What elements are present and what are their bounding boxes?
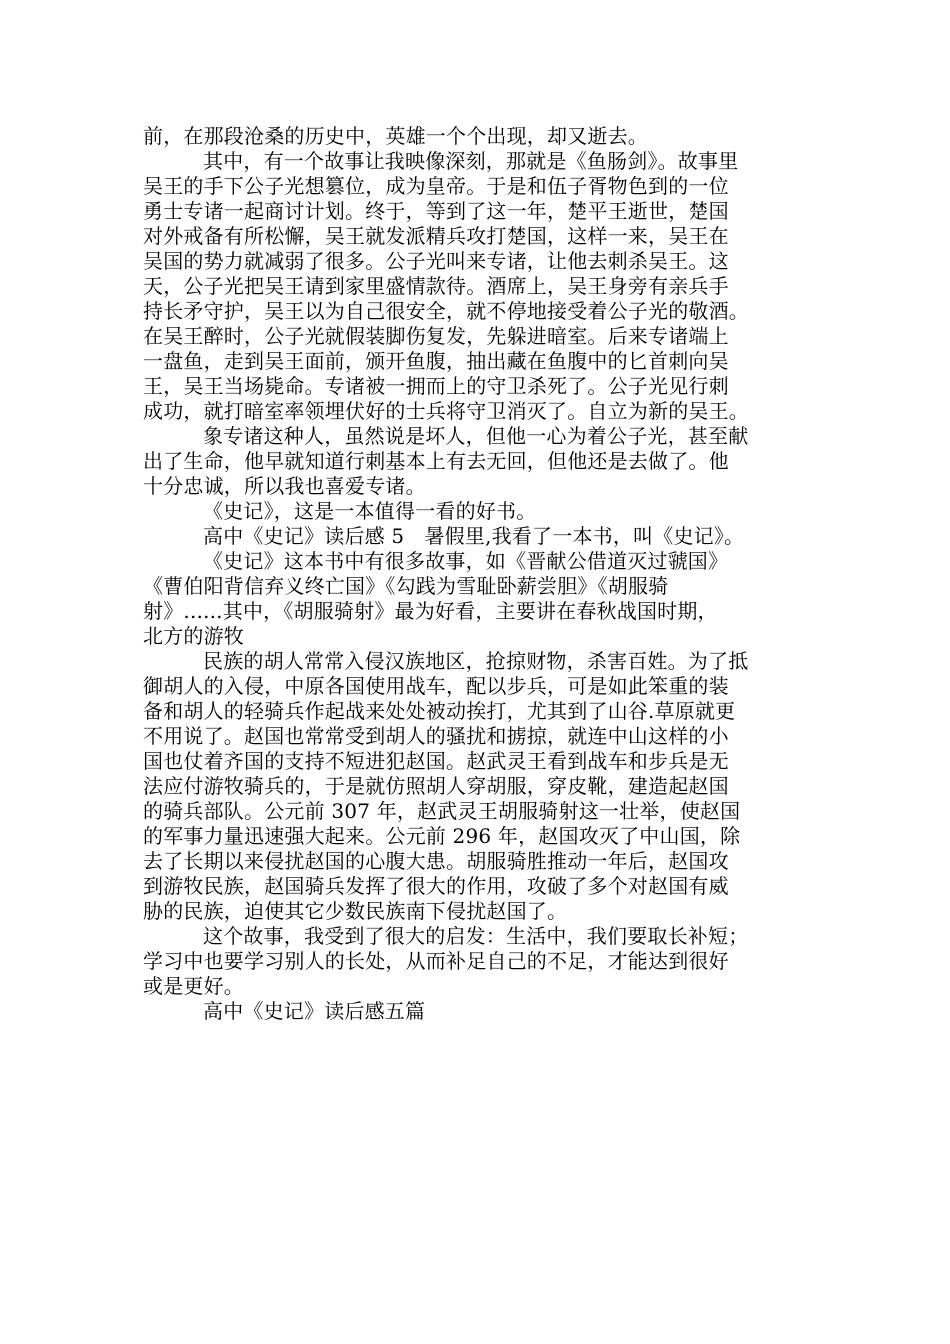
- text-line: 这个故事，我受到了很大的启发：生活中，我们要取长补短；: [203, 924, 749, 948]
- text-line: 勇士专诸一起商讨计划。终于，等到了这一年，楚平王逝世，楚国: [143, 199, 729, 223]
- text-line: 射》......其中，《胡服骑射》最为好看，主要讲在春秋战国时期，: [143, 599, 718, 623]
- text-line: 持长矛守护，吴王以为自己很安全，就不停地接受着公子光的敬酒。: [143, 299, 749, 323]
- text-line: 对外戒备有所松懈，吴王就发派精兵攻打楚国，这样一来，吴王在: [143, 224, 729, 248]
- text-line: 国也仗着齐国的支持不短进犯赵国。赵武灵王看到战车和步兵是无: [143, 749, 729, 773]
- text-line: 备和胡人的轻骑兵作起战来处处被动挨打，尤其到了山谷.草原就更: [143, 699, 736, 723]
- text-line: 高中《史记》读后感五篇: [203, 999, 426, 1023]
- text-line: 不用说了。赵国也常常受到胡人的骚扰和掳掠，就连中山这样的小: [143, 724, 729, 748]
- text-line: 高中《史记》读后感 5 暑假里,我看了一本书，叫《史记》。: [203, 524, 745, 548]
- text-line: 去了长期以来侵扰赵国的心腹大患。胡服骑胜推动一年后，赵国攻: [143, 849, 729, 873]
- text-line: 出了生命，他早就知道行刺基本上有去无回，但他还是去做了。他: [143, 449, 729, 473]
- text-line: 在吴王醉时，公子光就假装脚伤复发，先躲进暗室。后来专诸端上: [143, 324, 729, 348]
- text-line: 法应付游牧骑兵的，于是就仿照胡人穿胡服，穿皮靴，建造起赵国: [143, 774, 729, 798]
- document-body: [143, 124, 809, 1024]
- text-line: 其中，有一个故事让我映像深刻，那就是《鱼肠剑》。故事里: [203, 149, 739, 173]
- text-line: 《史记》，这是一本值得一看的好书。: [203, 499, 537, 523]
- text-line: 的军事力量迅速强大起来。公元前 296 年，赵国攻灭了中山国，除: [143, 824, 741, 848]
- text-line: 《曹伯阳背信弃义终亡国》《勾践为雪耻卧薪尝胆》《胡服骑: [143, 574, 669, 598]
- text-line: 北方的游牧: [143, 624, 244, 648]
- text-line: 或是更好。: [143, 974, 244, 998]
- text-line: 十分忠诚，所以我也喜爱专诸。: [143, 474, 426, 498]
- text-line: 一盘鱼，走到吴王面前，颁开鱼腹，抽出藏在鱼腹中的匕首刺向吴: [143, 349, 729, 373]
- text-line: 成功，就打暗室率领埋伏好的士兵将守卫消灭了。自立为新的吴王。: [143, 399, 749, 423]
- text-line: 到游牧民族，赵国骑兵发挥了很大的作用，攻破了多个对赵国有威: [143, 874, 729, 898]
- text-line: 吴国的势力就减弱了很多。公子光叫来专诸，让他去刺杀吴王。这: [143, 249, 729, 273]
- text-line: 民族的胡人常常入侵汉族地区，抢掠财物，杀害百姓。为了抵: [203, 649, 749, 673]
- text-line: 前，在那段沧桑的历史中，英雄一个个出现，却又逝去。: [143, 124, 648, 148]
- text-line: 象专诸这种人，虽然说是坏人，但他一心为着公子光，甚至献: [203, 424, 749, 448]
- text-line: 胁的民族，迫使其它少数民族南下侵扰赵国了。: [143, 899, 568, 923]
- text-line: 《史记》这本书中有很多故事，如《晋献公借道灭过虢国》: [203, 549, 729, 573]
- text-line: 御胡人的入侵，中原各国使用战车，配以步兵，可是如此笨重的装: [143, 674, 729, 698]
- text-line: 天，公子光把吴王请到家里盛情款待。酒席上，吴王身旁有亲兵手: [143, 274, 729, 298]
- text-line: 吴王的手下公子光想篡位，成为皇帝。于是和伍子胥物色到的一位: [143, 174, 729, 198]
- text-line: 的骑兵部队。公元前 307 年，赵武灵王胡服骑射这一壮举，使赵国: [143, 799, 741, 823]
- text-line: 学习中也要学习别人的长处，从而补足自己的不足，才能达到很好: [143, 949, 729, 973]
- text-line: 王，吴王当场毙命。专诸被一拥而上的守卫杀死了。公子光见行刺: [143, 374, 729, 398]
